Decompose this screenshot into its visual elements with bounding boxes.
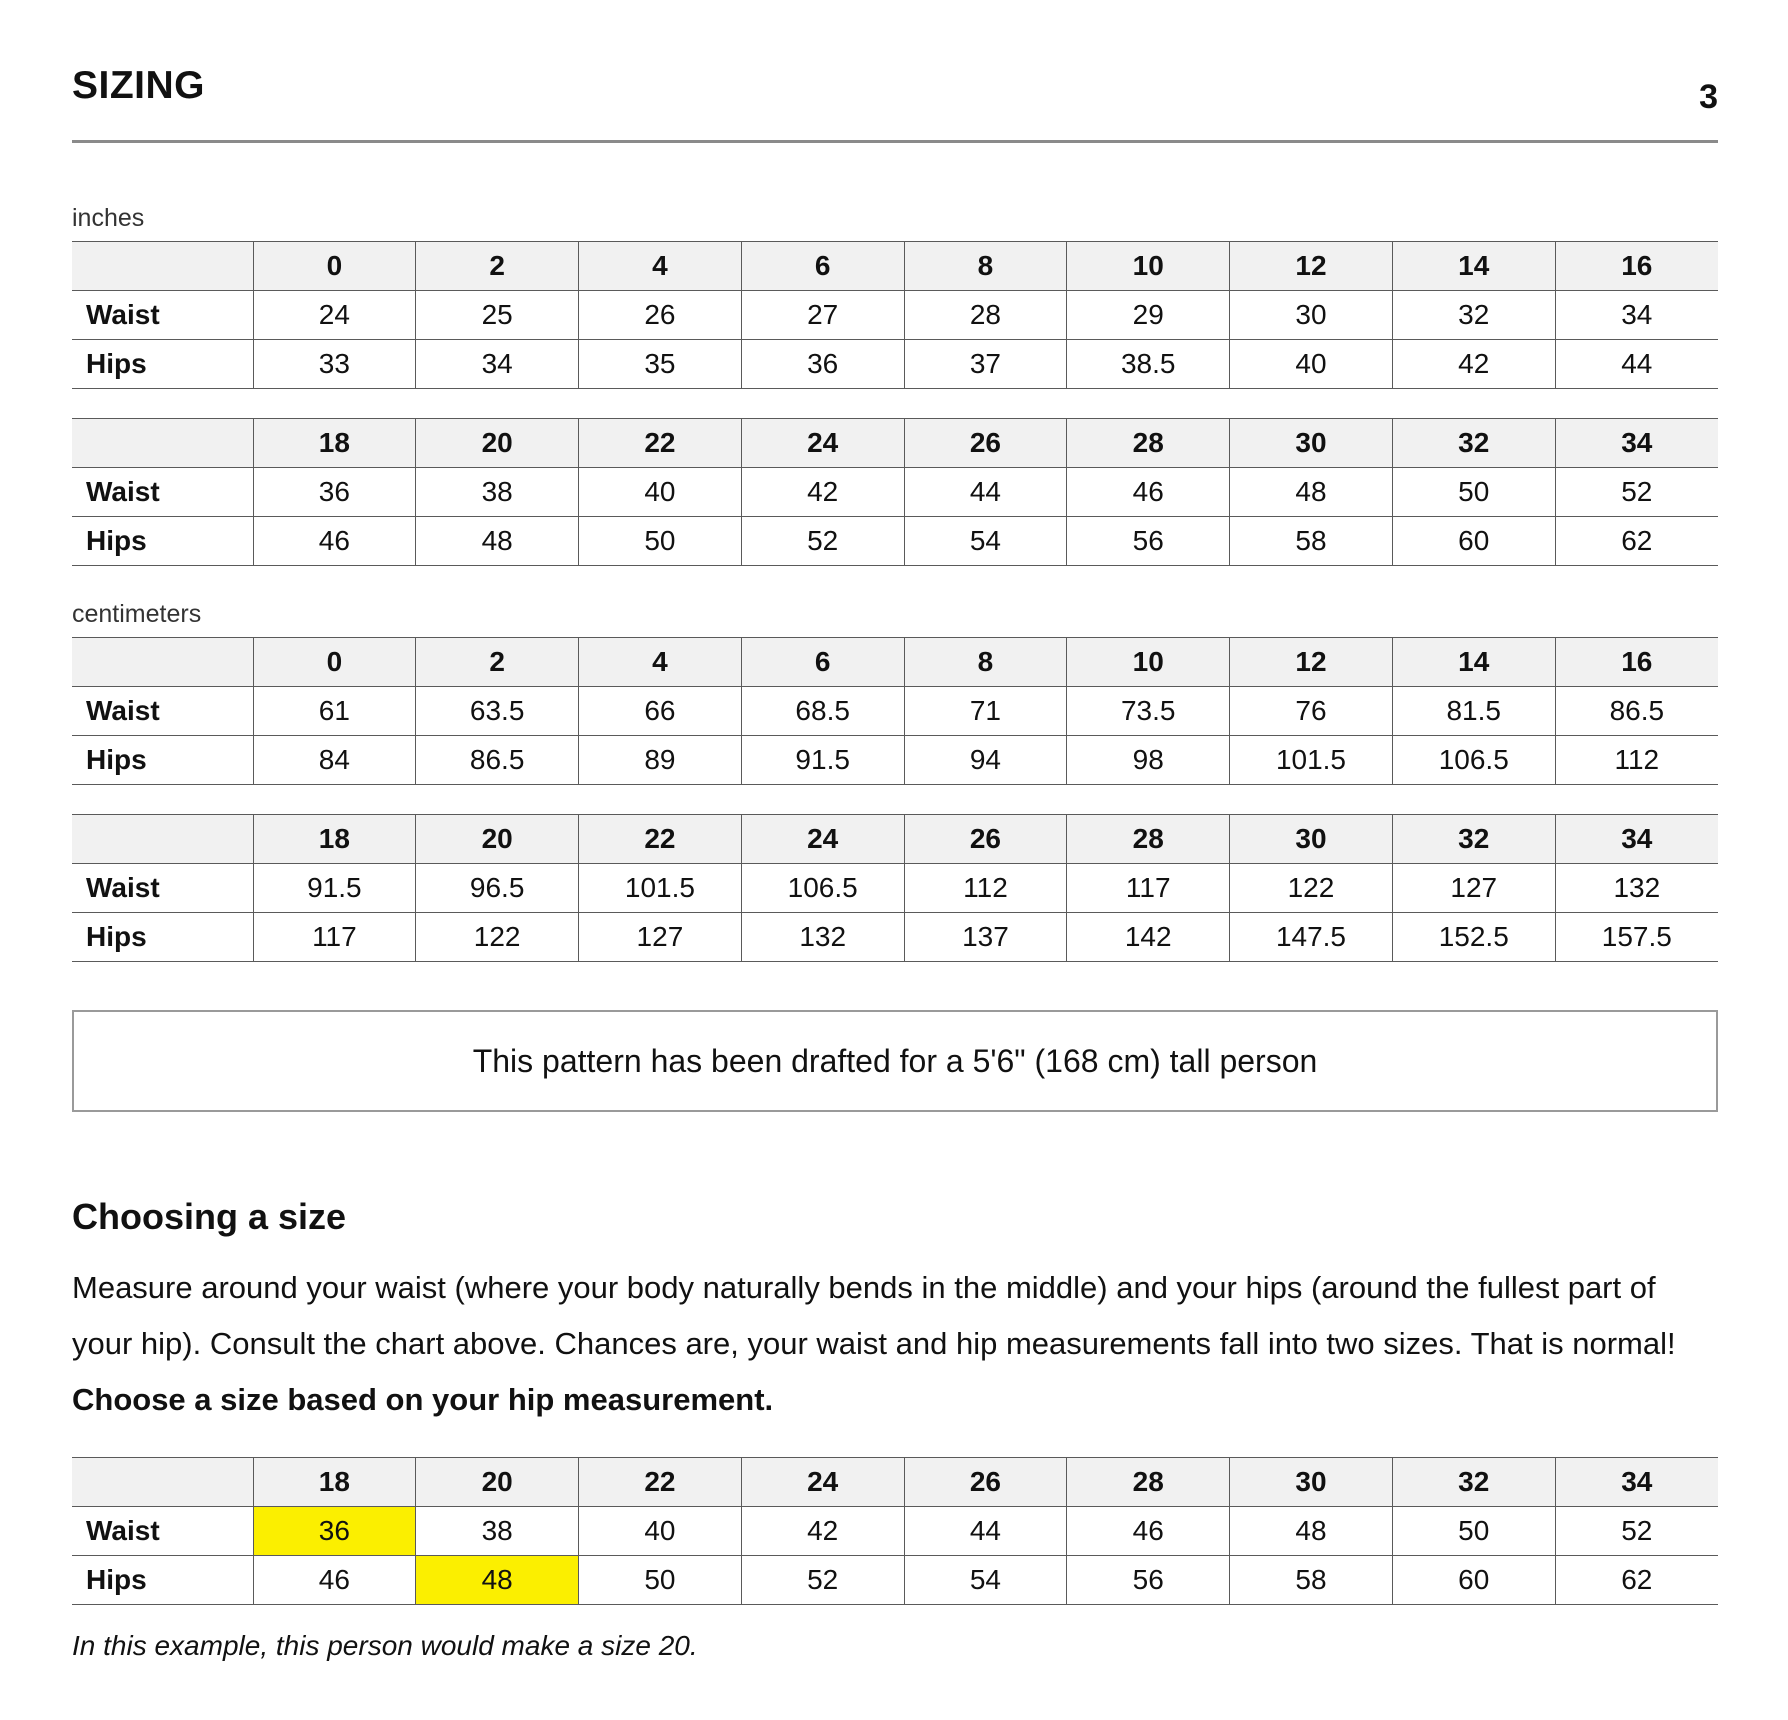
waist-value-cell: 71 [904, 687, 1067, 736]
centimeters-label: centimeters [72, 600, 202, 628]
waist-value-cell: 46 [1067, 468, 1230, 517]
waist-value-cell: 46 [1067, 1507, 1230, 1556]
waist-row [72, 468, 1718, 517]
waist-value-cell: 38 [416, 1507, 579, 1556]
size-header-cell: 8 [904, 242, 1067, 291]
size-header-cell: 34 [1555, 419, 1718, 468]
size-header-cell: 4 [579, 242, 742, 291]
size-header-cell: 20 [416, 1458, 579, 1507]
size-header-cell: 32 [1392, 419, 1555, 468]
size-header-row [72, 1458, 1718, 1507]
hips-value-cell: 101.5 [1230, 736, 1393, 785]
size-header-cell: 8 [904, 638, 1067, 687]
waist-value-cell: 44 [904, 468, 1067, 517]
waist-value-cell: 61 [253, 687, 416, 736]
hips-value-cell: 106.5 [1392, 736, 1555, 785]
hips-row-label: Hips [72, 340, 253, 389]
hips-row [72, 517, 1718, 566]
size-header-cell: 30 [1230, 419, 1393, 468]
size-header-cell: 16 [1555, 242, 1718, 291]
waist-value-cell: 36 [253, 468, 416, 517]
hips-value-cell: 98 [1067, 736, 1230, 785]
size-header-cell: 26 [904, 815, 1067, 864]
waist-value-cell: 52 [1555, 468, 1718, 517]
waist-value-cell: 44 [904, 1507, 1067, 1556]
waist-value-cell: 32 [1392, 291, 1555, 340]
size-header-cell: 6 [741, 638, 904, 687]
size-header-row [72, 419, 1718, 468]
waist-value-cell: 68.5 [741, 687, 904, 736]
size-header-cell: 32 [1392, 815, 1555, 864]
hips-value-cell: 42 [1392, 340, 1555, 389]
size-header-cell: 28 [1067, 419, 1230, 468]
waist-value-cell: 63.5 [416, 687, 579, 736]
height-note-text: This pattern has been drafted for a 5'6" (168 cm) tall person [472, 1042, 1318, 1079]
waist-value-cell: 96.5 [416, 864, 579, 913]
hips-value-cell: 54 [904, 517, 1067, 566]
size-header-cell: 30 [1230, 1458, 1393, 1507]
waist-value-cell: 127 [1392, 864, 1555, 913]
size-header-cell: 20 [416, 815, 579, 864]
waist-highlighted-cell: 36 [253, 1507, 416, 1556]
paragraph-emphasis: Choose a size based on your hip measurement. [72, 1382, 774, 1417]
choosing-size-paragraph [72, 1260, 1712, 1428]
hips-row-label: Hips [72, 736, 253, 785]
waist-value-cell: 122 [1230, 864, 1393, 913]
size-header-cell: 28 [1067, 815, 1230, 864]
corner-cell [72, 419, 253, 468]
hips-value-cell: 60 [1392, 1556, 1555, 1605]
waist-value-cell: 40 [579, 468, 742, 517]
hips-value-cell: 137 [904, 913, 1067, 962]
hips-value-cell: 48 [416, 517, 579, 566]
waist-row [72, 864, 1718, 913]
hips-row [72, 340, 1718, 389]
choosing-size-heading: Choosing a size [72, 1196, 347, 1237]
size-header-cell: 16 [1555, 638, 1718, 687]
waist-value-cell: 73.5 [1067, 687, 1230, 736]
waist-value-cell: 117 [1067, 864, 1230, 913]
hips-value-cell: 152.5 [1392, 913, 1555, 962]
hips-value-cell: 56 [1067, 1556, 1230, 1605]
hips-value-cell: 84 [253, 736, 416, 785]
size-header-cell: 18 [253, 419, 416, 468]
hips-value-cell: 56 [1067, 517, 1230, 566]
hips-row [72, 913, 1718, 962]
hips-value-cell: 89 [579, 736, 742, 785]
waist-value-cell: 28 [904, 291, 1067, 340]
hips-highlighted-cell: 48 [416, 1556, 579, 1605]
size-header-cell: 6 [741, 242, 904, 291]
waist-row [72, 1507, 1718, 1556]
waist-value-cell: 29 [1067, 291, 1230, 340]
hips-value-cell: 50 [579, 517, 742, 566]
waist-value-cell: 101.5 [579, 864, 742, 913]
size-header-cell: 24 [741, 419, 904, 468]
waist-value-cell: 25 [416, 291, 579, 340]
hips-row [72, 736, 1718, 785]
hips-value-cell: 36 [741, 340, 904, 389]
waist-row [72, 291, 1718, 340]
size-header-cell: 14 [1392, 242, 1555, 291]
waist-value-cell: 24 [253, 291, 416, 340]
waist-value-cell: 50 [1392, 468, 1555, 517]
size-header-cell: 20 [416, 419, 579, 468]
hips-value-cell: 112 [1555, 736, 1718, 785]
size-header-cell: 30 [1230, 815, 1393, 864]
corner-cell [72, 638, 253, 687]
size-header-cell: 26 [904, 419, 1067, 468]
waist-value-cell: 42 [741, 1507, 904, 1556]
inches-label: inches [72, 204, 145, 232]
inches-table-sizes-18-34 [72, 418, 1718, 566]
hips-value-cell: 46 [253, 517, 416, 566]
size-header-cell: 26 [904, 1458, 1067, 1507]
hips-value-cell: 34 [416, 340, 579, 389]
size-header-row [72, 638, 1718, 687]
hips-value-cell: 46 [253, 1556, 416, 1605]
cm-table-sizes-18-34 [72, 814, 1718, 962]
example-size-table [72, 1457, 1718, 1605]
size-header-cell: 24 [741, 815, 904, 864]
waist-value-cell: 112 [904, 864, 1067, 913]
hips-value-cell: 142 [1067, 913, 1230, 962]
hips-value-cell: 33 [253, 340, 416, 389]
waist-value-cell: 42 [741, 468, 904, 517]
waist-row-label: Waist [72, 687, 253, 736]
size-header-cell: 14 [1392, 638, 1555, 687]
hips-value-cell: 38.5 [1067, 340, 1230, 389]
waist-value-cell: 106.5 [741, 864, 904, 913]
hips-value-cell: 54 [904, 1556, 1067, 1605]
hips-value-cell: 62 [1555, 517, 1718, 566]
paragraph-text: Measure around your waist (where your body naturally bends in the middle) and your hips (around the fullest part of your hip). Consult the chart above. Chances are, your waist and hip measurements fall into two sizes. That is normal! [72, 1270, 1676, 1361]
hips-row-label: Hips [72, 913, 253, 962]
size-header-cell: 12 [1230, 242, 1393, 291]
hips-value-cell: 44 [1555, 340, 1718, 389]
hips-row-label: Hips [72, 517, 253, 566]
size-header-cell: 22 [579, 419, 742, 468]
waist-value-cell: 27 [741, 291, 904, 340]
size-header-cell: 28 [1067, 1458, 1230, 1507]
hips-value-cell: 40 [1230, 340, 1393, 389]
size-header-cell: 22 [579, 1458, 742, 1507]
hips-value-cell: 52 [741, 517, 904, 566]
waist-row-label: Waist [72, 291, 253, 340]
hips-value-cell: 37 [904, 340, 1067, 389]
size-header-row [72, 815, 1718, 864]
size-header-cell: 24 [741, 1458, 904, 1507]
waist-value-cell: 30 [1230, 291, 1393, 340]
page-title: SIZING [72, 64, 206, 107]
waist-row [72, 687, 1718, 736]
hips-value-cell: 94 [904, 736, 1067, 785]
waist-value-cell: 50 [1392, 1507, 1555, 1556]
waist-value-cell: 48 [1230, 1507, 1393, 1556]
size-header-cell: 4 [579, 638, 742, 687]
waist-value-cell: 132 [1555, 864, 1718, 913]
hips-value-cell: 91.5 [741, 736, 904, 785]
waist-value-cell: 66 [579, 687, 742, 736]
waist-value-cell: 34 [1555, 291, 1718, 340]
size-header-cell: 18 [253, 1458, 416, 1507]
hips-value-cell: 86.5 [416, 736, 579, 785]
corner-cell [72, 1458, 253, 1507]
page-number: 3 [1699, 78, 1718, 116]
waist-value-cell: 26 [579, 291, 742, 340]
waist-value-cell: 76 [1230, 687, 1393, 736]
hips-value-cell: 60 [1392, 517, 1555, 566]
hips-value-cell: 58 [1230, 517, 1393, 566]
size-header-cell: 2 [416, 638, 579, 687]
hips-row [72, 1556, 1718, 1605]
hips-value-cell: 35 [579, 340, 742, 389]
size-header-cell: 0 [253, 638, 416, 687]
hips-row-label: Hips [72, 1556, 253, 1605]
size-header-cell: 34 [1555, 1458, 1718, 1507]
hips-value-cell: 62 [1555, 1556, 1718, 1605]
waist-value-cell: 40 [579, 1507, 742, 1556]
hips-value-cell: 127 [579, 913, 742, 962]
inches-table-sizes-0-16 [72, 241, 1718, 389]
hips-value-cell: 52 [741, 1556, 904, 1605]
size-header-cell: 10 [1067, 242, 1230, 291]
hips-value-cell: 122 [416, 913, 579, 962]
size-header-cell: 34 [1555, 815, 1718, 864]
size-header-cell: 0 [253, 242, 416, 291]
waist-row-label: Waist [72, 1507, 253, 1556]
waist-value-cell: 48 [1230, 468, 1393, 517]
waist-value-cell: 81.5 [1392, 687, 1555, 736]
waist-value-cell: 86.5 [1555, 687, 1718, 736]
height-note-box [72, 1010, 1718, 1112]
cm-table-sizes-0-16 [72, 637, 1718, 785]
size-header-cell: 2 [416, 242, 579, 291]
size-header-cell: 22 [579, 815, 742, 864]
size-header-cell: 32 [1392, 1458, 1555, 1507]
waist-value-cell: 91.5 [253, 864, 416, 913]
hips-value-cell: 147.5 [1230, 913, 1393, 962]
size-header-row [72, 242, 1718, 291]
example-caption: In this example, this person would make a size 20. [72, 1630, 698, 1661]
hips-value-cell: 157.5 [1555, 913, 1718, 962]
corner-cell [72, 242, 253, 291]
waist-row-label: Waist [72, 864, 253, 913]
page-header [72, 66, 1718, 143]
corner-cell [72, 815, 253, 864]
hips-value-cell: 50 [579, 1556, 742, 1605]
hips-value-cell: 132 [741, 913, 904, 962]
size-header-cell: 12 [1230, 638, 1393, 687]
size-header-cell: 18 [253, 815, 416, 864]
waist-row-label: Waist [72, 468, 253, 517]
waist-value-cell: 52 [1555, 1507, 1718, 1556]
hips-value-cell: 58 [1230, 1556, 1393, 1605]
hips-value-cell: 117 [253, 913, 416, 962]
waist-value-cell: 38 [416, 468, 579, 517]
size-header-cell: 10 [1067, 638, 1230, 687]
